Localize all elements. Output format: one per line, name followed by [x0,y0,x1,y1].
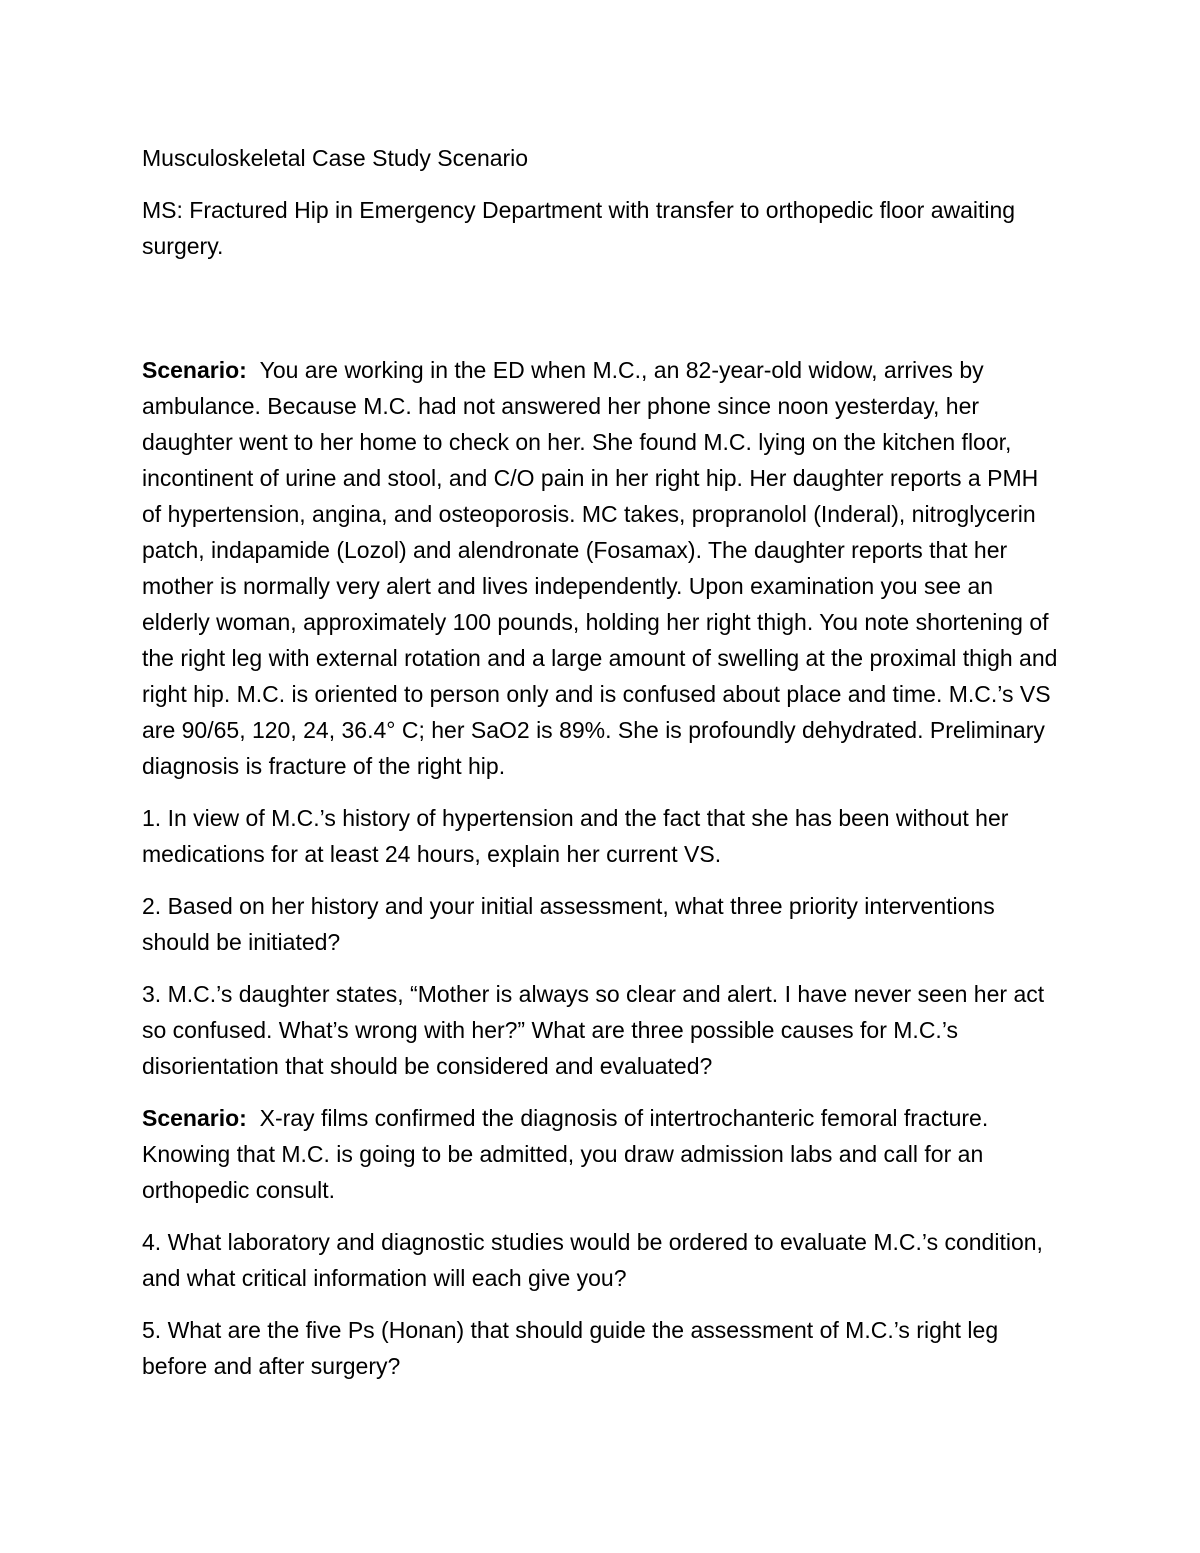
scenario-text: You are working in the ED when M.C., an 82-year-old widow, arrives by ambulance. Because M.C. had not answered her phone since noon yesterday, her daughter went to her home to check on her. She found M.C. lying on the kitchen floor, incontinent of urine and stool, and C/O pain in her right hip. Her daughter reports a PMH of hypertension, angina, and osteoporosis. MC takes, propranolol (Inderal), nitroglycerin patch, indapamide (Lozol) and alendronate (Fosamax). The daughter reports that her mother is normally very alert and lives independently. Upon examination you see an elderly woman, approximately 100 pounds, holding her right thigh. You note shortening of the right leg with external rotation and a large amount of swelling at the proximal thigh and right hip. M.C. is oriented to person only and is confused about place and time. M.C.’s VS are 90/65, 120, 24, 36.4° C; her SaO2 is 89%. She is profoundly dehydrated. Preliminary diagnosis is fracture of the right hip. [142,357,1058,779]
question-4: 4. What laboratory and diagnostic studies would be ordered to evaluate M.C.’s condition, and what critical information will each give you? [142,1229,1043,1291]
document-title: Musculoskeletal Case Study Scenario [142,145,529,171]
question-1: 1. In view of M.C.’s history of hypertension and the fact that she has been without her medications for at least 24 hours, explain her current VS. [142,805,1009,867]
question-2: 2. Based on her history and your initial assessment, what three priority interventions should be initiated? [142,893,995,955]
scenario-text: X-ray films confirmed the diagnosis of intertrochanteric femoral fracture. Knowing that M.C. is going to be admitted, you draw admission labs and call for an orthopedic consult. [142,1105,989,1203]
scenario-label: Scenario: [142,357,247,383]
document-subtitle: MS: Fractured Hip in Emergency Department with transfer to orthopedic floor awaiting surgery. [142,197,1016,259]
document-page [142,140,1060,1400]
question-5: 5. What are the five Ps (Honan) that should guide the assessment of M.C.’s right leg before and after surgery? [142,1317,999,1379]
question-3: 3. M.C.’s daughter states, “Mother is always so clear and alert. I have never seen her act so confused. What’s wrong with her?” What are three possible causes for M.C.’s disorientation that should be considered and evaluated? [142,981,1045,1079]
scenario-paragraph-2 [142,1100,1060,1208]
scenario-paragraph-1 [142,352,1060,784]
scenario-label: Scenario: [142,1105,247,1131]
